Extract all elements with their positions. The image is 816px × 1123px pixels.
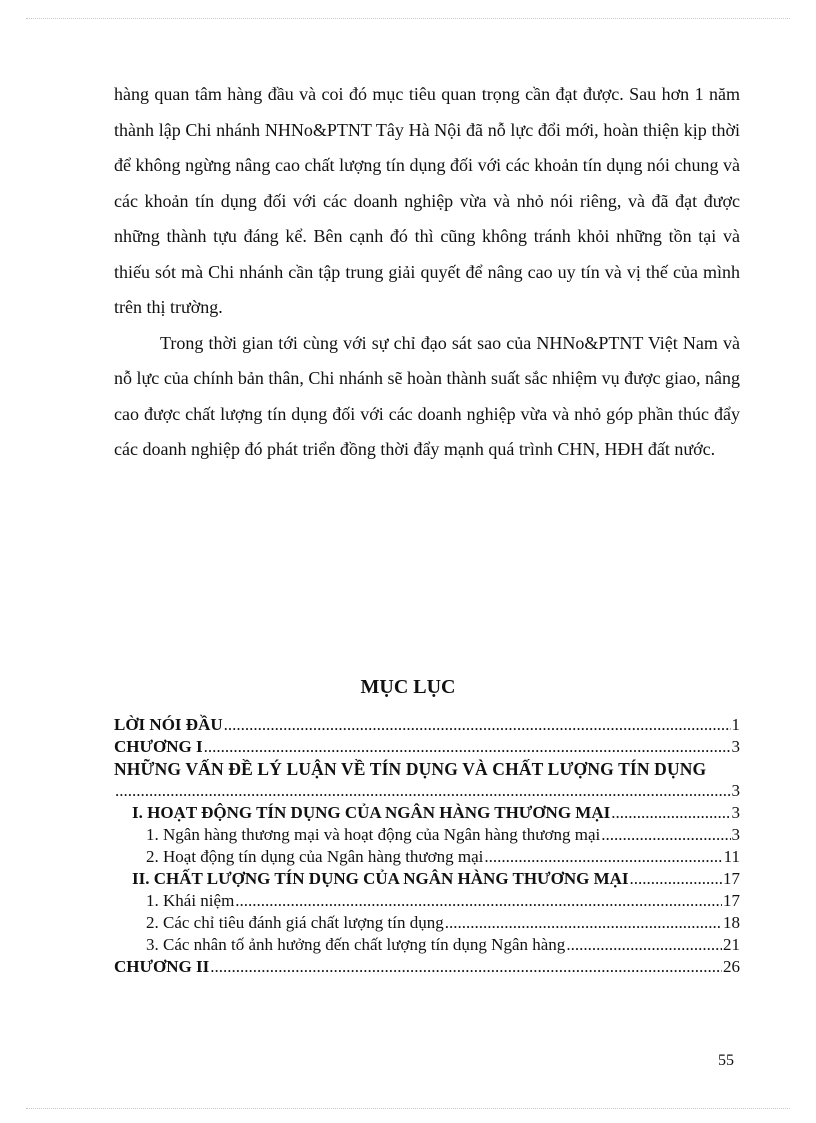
toc-leader-dots xyxy=(235,890,722,912)
toc-leader-dots xyxy=(224,714,731,736)
toc-entry-label: CHƯƠNG II xyxy=(114,957,210,976)
table-of-contents xyxy=(114,714,740,978)
toc-entry-label: 3. Các nhân tố ảnh hưởng đến chất lượng tín dụng Ngân hàng xyxy=(146,935,566,954)
toc-entry-label: 2. Hoạt động tín dụng của Ngân hàng thương mại xyxy=(146,847,484,866)
toc-entry-page: 3 xyxy=(731,825,740,844)
toc-entry-page: 17 xyxy=(723,869,740,888)
toc-leader-dots xyxy=(210,956,722,978)
toc-entry-page: 3 xyxy=(731,781,740,800)
toc-leader-dots xyxy=(484,846,722,868)
toc-title: MỤC LỤC xyxy=(360,676,456,698)
page-number: 55 xyxy=(718,1052,734,1069)
toc-entry-page: 21 xyxy=(723,935,740,954)
page-border-bottom xyxy=(26,1108,790,1109)
toc-entry-label: I. HOẠT ĐỘNG TÍN DỤNG CỦA NGÂN HÀNG THƯƠNG MẠI xyxy=(132,803,611,822)
toc-entry-chuong-1[interactable] xyxy=(114,736,740,758)
body-text xyxy=(114,77,740,468)
toc-entry-page: 17 xyxy=(723,891,740,910)
toc-entry-label: II. CHẤT LƯỢNG TÍN DỤNG CỦA NGÂN HÀNG THƯƠNG MẠI xyxy=(132,869,629,888)
toc-leader-dots xyxy=(630,868,722,890)
toc-entry-section-1-2[interactable] xyxy=(114,846,740,868)
toc-entry-section-2-3[interactable] xyxy=(114,934,740,956)
toc-entry-label: 2. Các chỉ tiêu đánh giá chất lượng tín dụng xyxy=(146,913,444,932)
body-paragraph-1: hàng quan tâm hàng đầu và coi đó mục tiêu quan trọng cần đạt được. Sau hơn 1 năm thành lập Chi nhánh NHNo&PTNT Tây Hà Nội đã nỗ lực đổi mới, hoàn thiện kịp thời để không ngừng nâng cao chất lượng tín dụng đối với các khoản tín dụng nói chung và các khoản tín dụng đối với các doanh nghiệp vừa và nhỏ nói riêng, và đã đạt được những thành tựu đáng kể. Bên cạnh đó thì cũng không tránh khỏi những tồn tại và thiếu sót mà Chi nhánh cần tập trung giải quyết để nâng cao uy tín và vị thế của mình trên thị trường. xyxy=(114,84,740,317)
toc-entry-page: 1 xyxy=(731,715,740,734)
toc-leader-dots xyxy=(566,934,722,956)
toc-leader-dots xyxy=(611,802,730,824)
toc-entry-chuong-2[interactable] xyxy=(114,956,740,978)
toc-chapter-heading[interactable]: NHỮNG VẤN ĐỀ LÝ LUẬN VỀ TÍN DỤNG VÀ CHẤT LƯỢNG TÍN DỤNG xyxy=(114,759,707,779)
toc-leader-dots xyxy=(445,912,722,934)
body-paragraph-2: Trong thời gian tới cùng với sự chỉ đạo sát sao của NHNo&PTNT Việt Nam và nỗ lực của chính bản thân, Chi nhánh sẽ hoàn thành suất sắc nhiệm vụ được giao, nâng cao được chất lượng tín dụng đối với các doanh nghiệp vừa và nhỏ góp phần thúc đẩy các doanh nghiệp đó phát triển đồng thời đẩy mạnh quá trình CHN, HĐH đất nước. xyxy=(114,332,740,459)
toc-entry-section-1[interactable] xyxy=(114,802,740,824)
toc-leader-dots xyxy=(204,736,731,758)
toc-entry-page: 11 xyxy=(723,847,740,866)
toc-entry-label: 1. Ngân hàng thương mại và hoạt động của Ngân hàng thương mại xyxy=(146,825,601,844)
toc-entry-loi-noi-dau[interactable] xyxy=(114,714,740,736)
toc-entry-page: 26 xyxy=(723,957,740,976)
toc-entry-page: 3 xyxy=(731,803,740,822)
toc-leader-dots xyxy=(601,824,730,846)
toc-entry-chapter-heading-page[interactable] xyxy=(114,780,740,802)
toc-leader-dots xyxy=(115,780,731,802)
toc-entry-page: 18 xyxy=(723,913,740,932)
toc-entry-label: 1. Khái niệm xyxy=(146,891,235,910)
page-border-top xyxy=(26,18,790,19)
toc-entry-page: 3 xyxy=(731,737,740,756)
toc-entry-section-2-2[interactable] xyxy=(114,912,740,934)
toc-entry-section-2-1[interactable] xyxy=(114,890,740,912)
toc-entry-label: LỜI NÓI ĐẦU xyxy=(114,715,223,734)
toc-entry-label: CHƯƠNG I xyxy=(114,737,203,756)
toc-entry-section-1-1[interactable] xyxy=(114,824,740,846)
toc-entry-section-2[interactable] xyxy=(114,868,740,890)
